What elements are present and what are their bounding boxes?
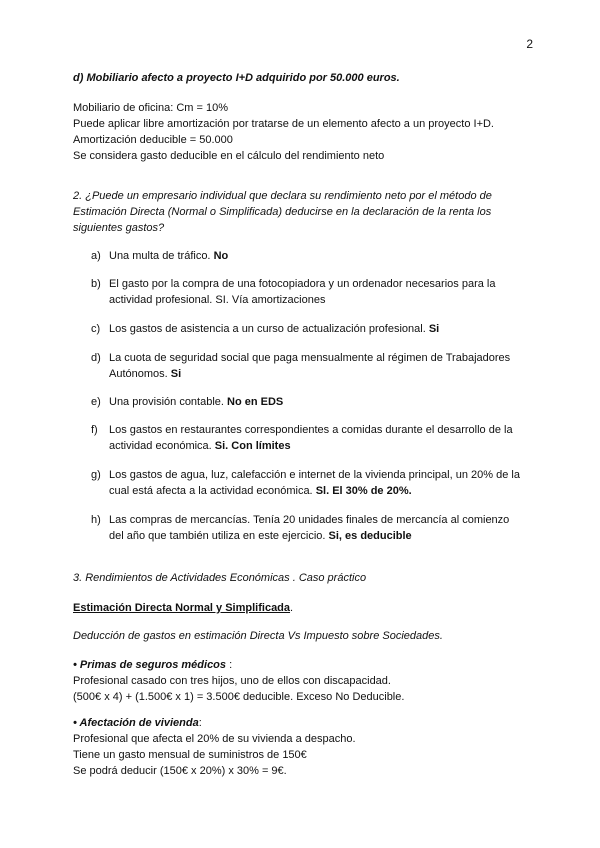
section-3-subtitle xyxy=(73,600,533,616)
list-item-letter: a) xyxy=(91,250,101,262)
list-item xyxy=(109,422,529,454)
list-item-answer: Sl. El 30% de 20%. xyxy=(315,485,412,497)
list-item-answer: Si. Con límites xyxy=(214,440,291,452)
list-item xyxy=(109,512,529,544)
list-item-text: Los gastos de asistencia a un curso de actualización profesional. xyxy=(109,323,429,335)
primas-line: (500€ x 4) + (1.500€ x 1) = 3.500€ deducible. Exceso No Deducible. xyxy=(73,691,405,703)
primas-suffix: : xyxy=(226,659,233,671)
page-number: 2 xyxy=(526,37,533,51)
primas-block xyxy=(73,657,533,705)
list-item-text: Los gastos de agua, luz, calefacción e internet de la vivienda principal, un 20% de la xyxy=(109,469,520,481)
list-item-text: La cuota de seguridad social que paga mensualmente al régimen de Trabajadores xyxy=(109,352,511,364)
list-item-answer: No en EDS xyxy=(227,396,284,408)
list-item-answer: Si, es deducible xyxy=(328,530,412,542)
section-d-body xyxy=(73,100,533,164)
list-item-text: cual está afecta a la actividad económica. xyxy=(109,485,316,497)
list-item-text: El gasto por la compra de una fotocopiadora y un ordenador necesarios para la xyxy=(109,278,496,290)
vivienda-suffix: : xyxy=(198,717,202,729)
list-item-letter: f) xyxy=(91,424,98,436)
vivienda-line: Profesional que afecta el 20% de su vivienda a despacho. xyxy=(73,733,356,745)
question-line: Estimación Directa (Normal o Simplificada) deducirse en la declaración de la renta los xyxy=(73,206,492,218)
list-item xyxy=(109,321,529,337)
vivienda-heading: • Afectación de vivienda xyxy=(73,717,199,729)
list-item-answer: No xyxy=(213,250,229,262)
list-item-text: Las compras de mercancías. Tenía 20 unidades finales de mercancía al comienzo xyxy=(109,514,510,526)
question-line: siguientes gastos? xyxy=(73,222,165,234)
list-item-letter: c) xyxy=(91,323,101,335)
section-3-title: 3. Rendimientos de Actividades Económicas . Caso práctico xyxy=(73,572,367,584)
list-item-answer: Si xyxy=(428,323,440,335)
list-item-letter: b) xyxy=(91,278,101,290)
question-2 xyxy=(73,188,533,236)
section-d-line: Mobiliario de oficina: Cm = 10% xyxy=(73,102,228,114)
list-item xyxy=(109,467,529,499)
list-item xyxy=(109,394,529,410)
section-d-heading: d) Mobiliario afecto a proyecto I+D adquirido por 50.000 euros. xyxy=(73,72,400,84)
list-item xyxy=(109,350,529,382)
list-item xyxy=(109,276,529,308)
list-item-text: actividad profesional. SI. Vía amortizaciones xyxy=(109,294,326,306)
list-item-text: actividad económica. xyxy=(109,440,215,452)
section-d-line: Puede aplicar libre amortización por tratarse de un elemento afecto a un proyecto I+D. xyxy=(73,118,494,130)
list-item xyxy=(109,248,529,264)
section-d-line: Amortización deducible = 50.000 xyxy=(73,134,233,146)
vivienda-line: Se podrá deducir (150€ x 20%) x 30% = 9€. xyxy=(73,765,287,777)
vivienda-line: Tiene un gasto mensual de suministros de 150€ xyxy=(73,749,307,761)
list-item-text: Una provisión contable. xyxy=(109,396,228,408)
list-item-letter: h) xyxy=(91,514,101,526)
list-item-text: Los gastos en restaurantes correspondientes a comidas durante el desarrollo de la xyxy=(109,424,513,436)
subtitle-suffix: . xyxy=(290,602,294,614)
list-item-answer: Si xyxy=(170,368,182,380)
list-item-text: Una multa de tráfico. xyxy=(109,250,214,262)
primas-line: Profesional casado con tres hijos, uno de ellos con discapacidad. xyxy=(73,675,391,687)
list-item-text: Autónomos. xyxy=(109,368,171,380)
list-item-text: del año que también utiliza en este ejercicio. xyxy=(109,530,329,542)
list-item-letter: d) xyxy=(91,352,101,364)
section-d-line: Se considera gasto deducible en el cálculo del rendimiento neto xyxy=(73,150,385,162)
primas-heading: • Primas de seguros médicos xyxy=(73,659,227,671)
list-item-letter: g) xyxy=(91,469,101,481)
question-line: 2. ¿Puede un empresario individual que declara su rendimiento neto por el método de xyxy=(73,190,492,202)
subtitle-text: Estimación Directa Normal y Simplificada xyxy=(73,602,291,614)
section-3-intro: Deducción de gastos en estimación Directa Vs Impuesto sobre Sociedades. xyxy=(73,630,443,642)
list-item-letter: e) xyxy=(91,396,101,408)
vivienda-block xyxy=(73,715,533,779)
